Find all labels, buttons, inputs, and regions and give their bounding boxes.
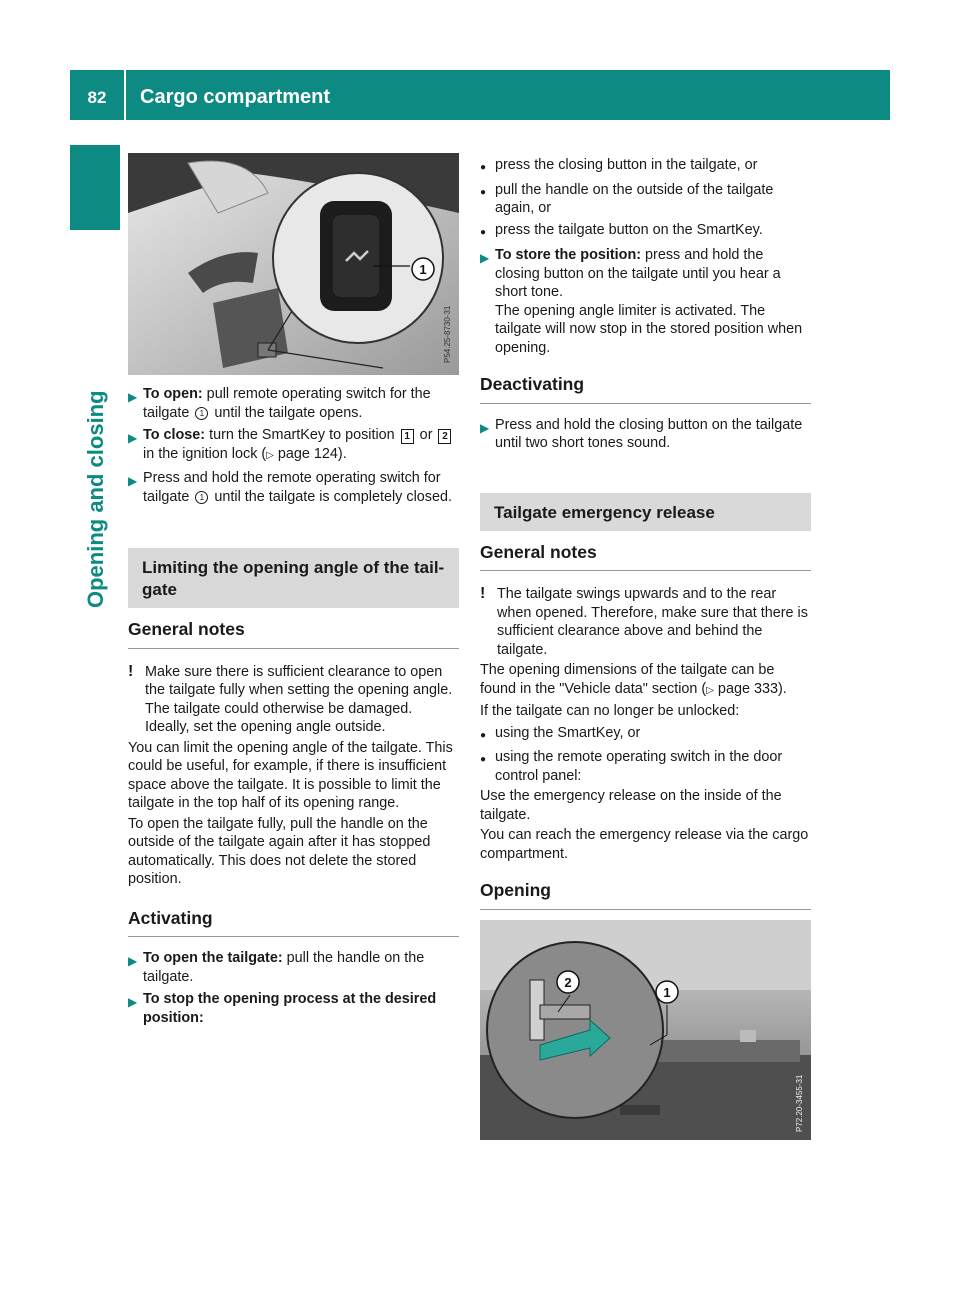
triangle-right-icon: ▶: [128, 954, 138, 968]
paragraph: You can reach the emergency release via the cargo compartment.: [480, 827, 809, 862]
subhead-opening: Opening: [480, 881, 811, 910]
bullet-icon: ●: [480, 754, 487, 765]
section-emergency-release: Tailgate emergency release: [480, 493, 811, 531]
triangle-right-icon: ▶: [128, 474, 138, 488]
sidebar-block: [70, 145, 120, 230]
paragraph: Use the emergency release on the inside of the tailgate.: [480, 788, 782, 823]
key-position-2-icon: 2: [438, 429, 451, 444]
list-item: ● using the SmartKey, or: [480, 724, 811, 746]
triangle-right-icon: ▶: [480, 420, 490, 435]
page-ref-link[interactable]: page 333).: [713, 680, 787, 697]
subhead-deactivating: Deactivating: [480, 375, 811, 404]
triangle-right-icon: ▶: [128, 390, 138, 404]
figure-callout-1: 1: [419, 262, 427, 277]
figure-callout-2: 2: [564, 974, 572, 990]
figure-code: P54.25-8730-31: [443, 305, 452, 363]
right-column: [480, 153, 811, 1140]
list-item: ● pull the handle on the outside of the tailgate again, or: [480, 181, 774, 216]
bullet-icon: ●: [480, 729, 487, 741]
warning-note-2: ! The tailgate swings upwards and to the rear when opened. Therefore, make sure that there is sufficient clearance above and behind the tailgate.: [480, 585, 808, 658]
section-limiting-angle: Limiting the opening angle of the tail- gate: [128, 548, 459, 608]
list-item: ● press the closing button in the tailgate, or: [480, 156, 811, 178]
page-header: [70, 70, 890, 120]
bullet-icon: ●: [480, 226, 487, 238]
subhead-activating: Activating: [128, 909, 459, 938]
step-to-close: ▶ To close: turn the SmartKey to position 1 or 2 in the ignition lock (▷ page 124).: [128, 426, 459, 465]
step-open-tailgate: ▶ To open the tailgate: pull the handle on the tailgate.: [128, 950, 425, 985]
step-stop-opening: ▶ To stop the opening process at the desired position:: [128, 991, 437, 1026]
paragraph: You can limit the opening angle of the tailgate. This could be useful, for example, if there is insufficient space above the tailgate. It is possible to limit the tailgate in the top half of its opening range.: [128, 739, 453, 811]
chapter-title: Cargo compartment: [140, 85, 331, 108]
step-store-position: ▶ To store the position: press and hold the closing button on the tailgate until you hear a short tone. The opening angle limiter is activated. The tailgate will now stop in the stored position when opening.: [480, 247, 803, 356]
figure-code: P72.20-3455-31: [795, 1074, 804, 1132]
bullet-icon: ●: [480, 162, 487, 173]
paragraph: The opening dimensions of the tailgate can be found in the "Vehicle data" section (▷ page 333).: [480, 662, 787, 697]
step-to-open: ▶ To open: pull remote operating switch for the tailgate 1 until the tailgate opens.: [128, 386, 431, 421]
sidebar-label: Opening and closing: [83, 390, 108, 608]
page-ref-arrow-icon: ▷: [266, 449, 274, 461]
page-number: 82: [70, 70, 126, 120]
page-ref-arrow-icon: ▷: [706, 684, 714, 696]
step-press-hold: ▶ Press and hold the remote operating switch for tailgate 1 until the tailgate is completely closed.: [128, 470, 452, 505]
subhead-general-notes-2: General notes: [480, 543, 811, 572]
paragraph: If the tailgate can no longer be unlocked:: [480, 703, 740, 719]
key-position-1-icon: 1: [401, 429, 414, 444]
step-deactivate: ▶ Press and hold the closing button on the tailgate until two short tones sound.: [480, 416, 803, 451]
exclamation-icon: !: [128, 662, 134, 680]
left-column: [128, 153, 459, 1027]
list-item: ● press the tailgate button on the SmartKey.: [480, 221, 811, 243]
triangle-right-icon: ▶: [128, 995, 138, 1009]
warning-note: ! Make sure there is sufficient clearance to open the tailgate fully when setting the opening angle. The tailgate could otherwise be damaged. Ideally, set the opening angle outside.: [128, 662, 453, 735]
figure-callout-1: 1: [663, 984, 671, 1000]
bullet-icon: ●: [480, 186, 487, 198]
paragraph: To open the tailgate fully, pull the handle on the outside of the tailgate again after it has stopped automatically. This does not delete the stored position.: [128, 815, 431, 887]
subhead-general-notes: General notes: [128, 620, 459, 649]
tailgate-switch-figure: [128, 153, 459, 375]
callout-1-icon: 1: [195, 491, 208, 504]
list-item: ● using the remote operating switch in the door control panel:: [480, 749, 783, 784]
callout-1-icon: 1: [195, 407, 208, 420]
triangle-right-icon: ▶: [480, 251, 490, 265]
page-ref-link[interactable]: page 124).: [277, 445, 347, 462]
emergency-release-figure: [480, 920, 811, 1140]
exclamation-icon: !: [480, 585, 486, 602]
triangle-right-icon: ▶: [128, 431, 138, 445]
